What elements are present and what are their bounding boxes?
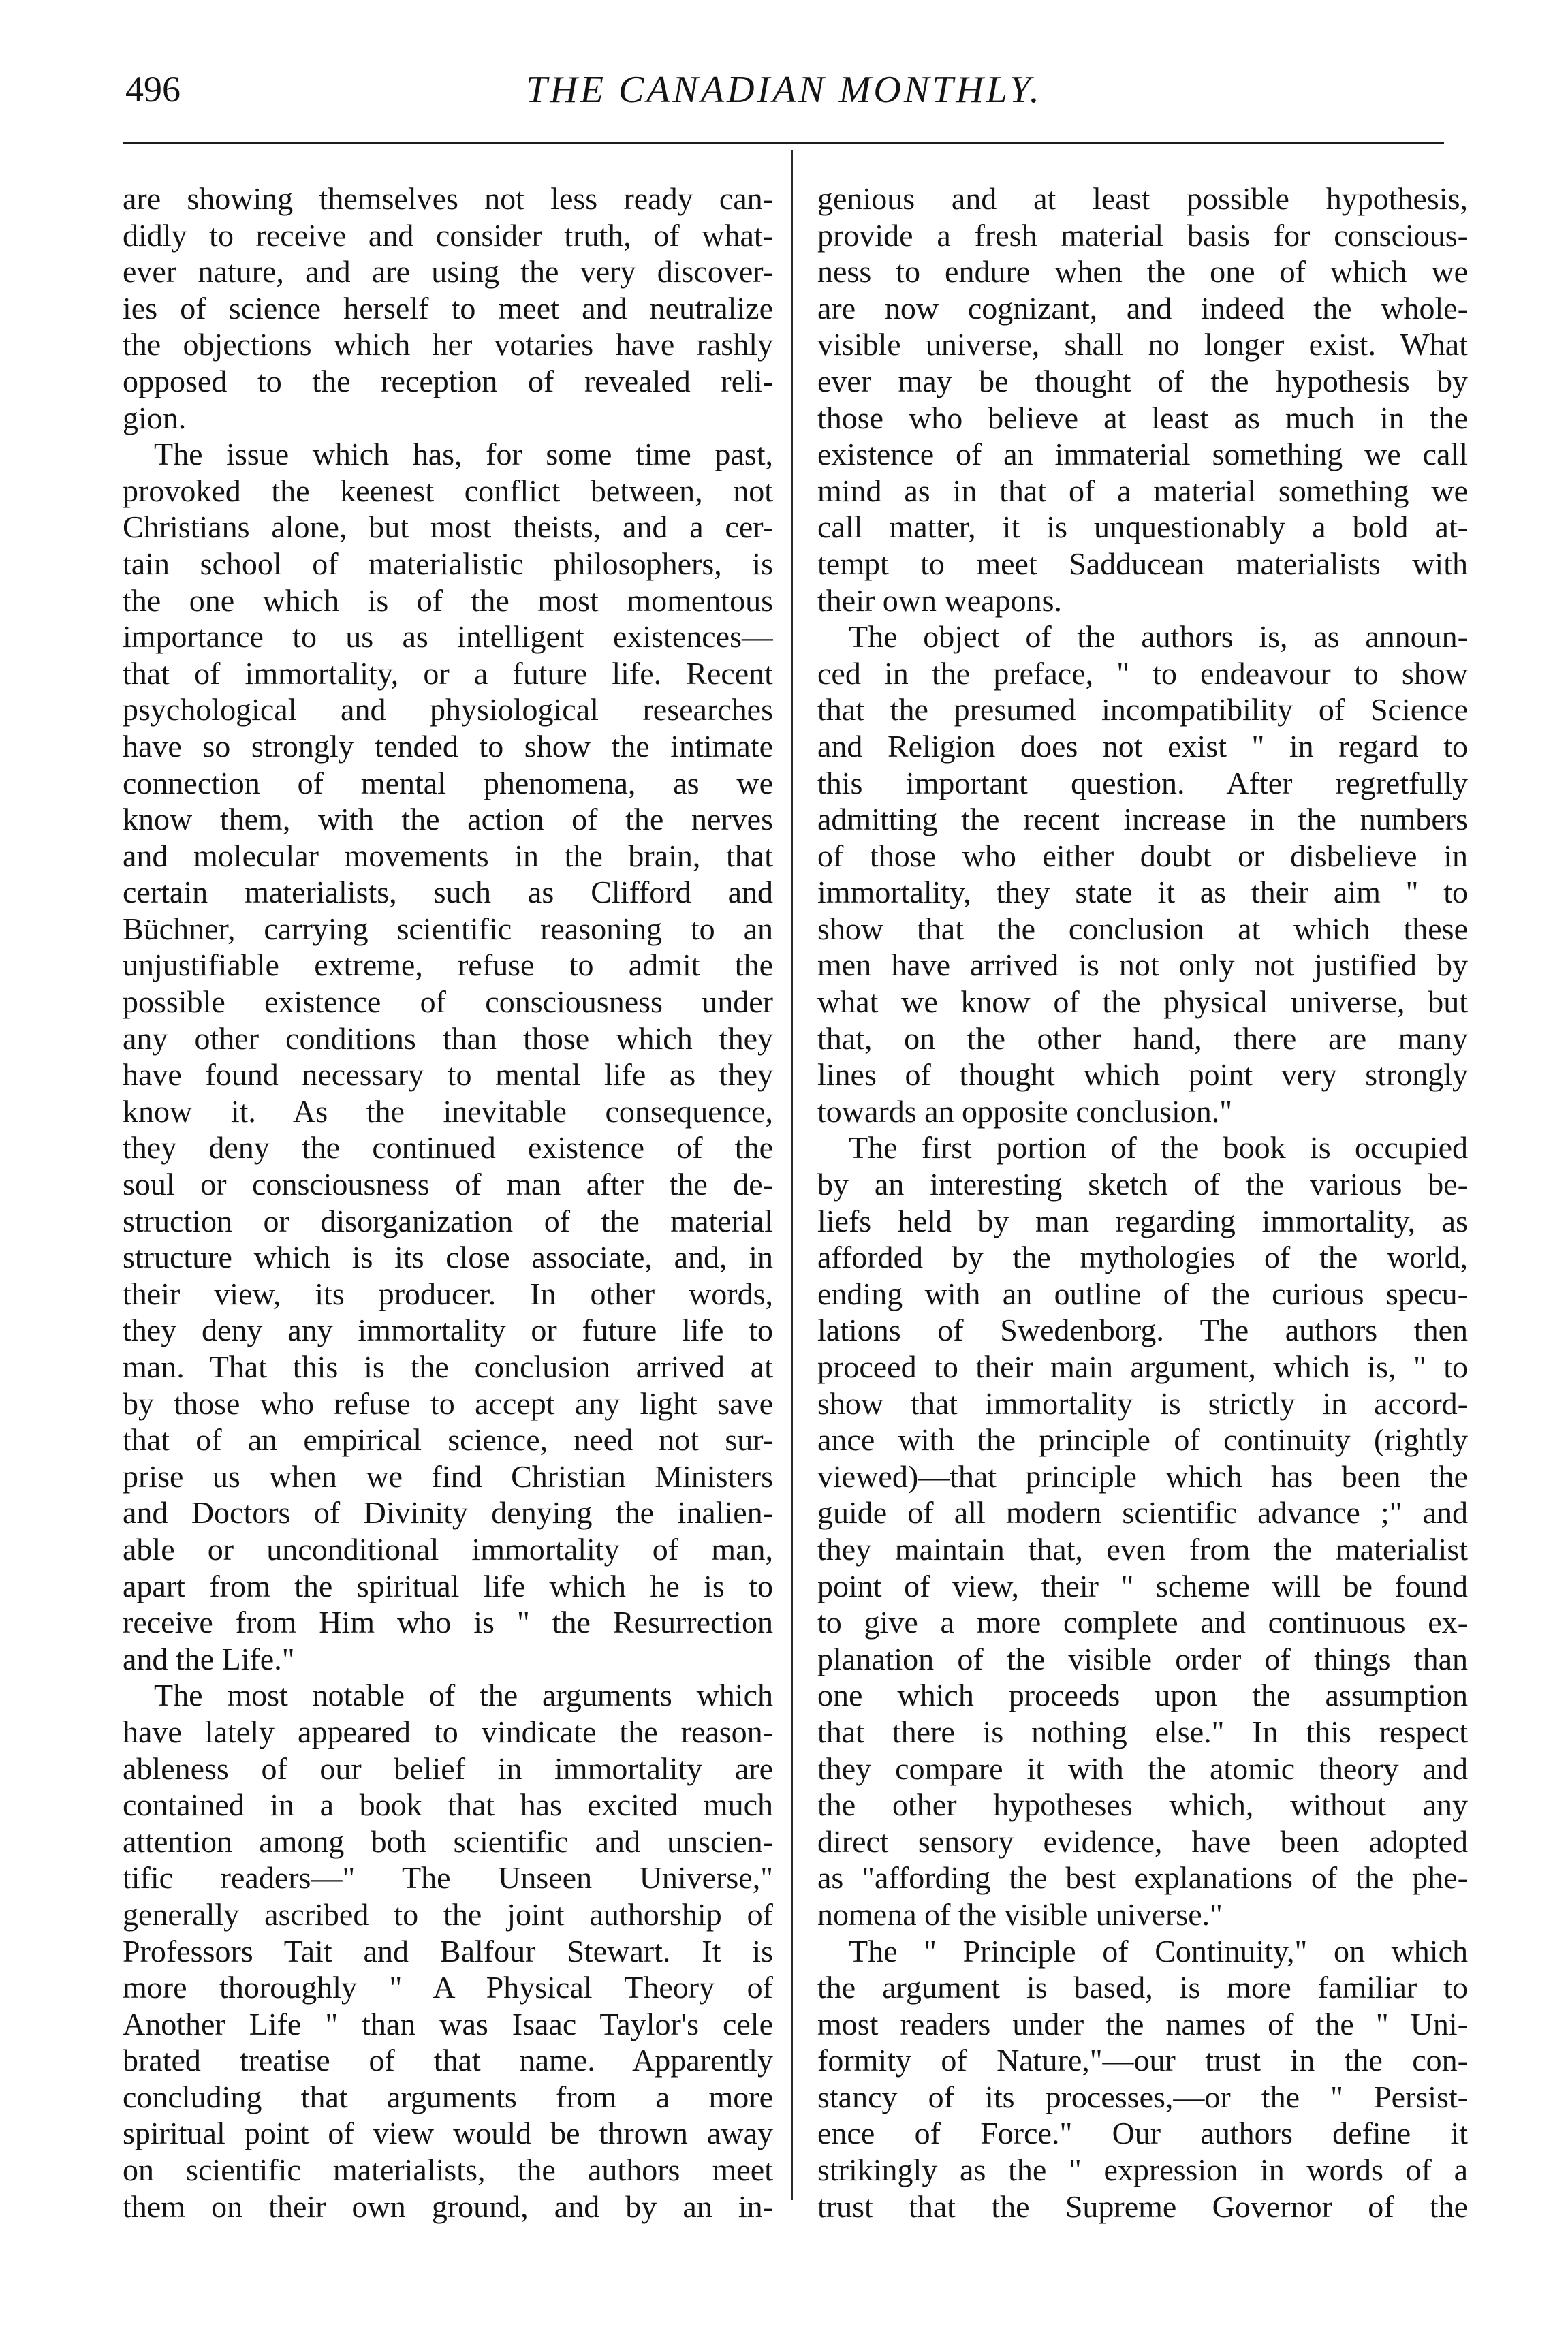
text-line: unjustifiable extreme, refuse to admit the xyxy=(123,947,773,983)
text-line: attention among both scientific and unscien- xyxy=(123,1823,773,1859)
text-line: have so strongly tended to show the intimate xyxy=(123,728,773,764)
text-line: that the presumed incompatibility of Science xyxy=(817,692,1468,727)
text-line: structure which is its close associate, and, in xyxy=(123,1240,773,1275)
text-line: and Doctors of Divinity denying the inalien- xyxy=(123,1495,773,1531)
text-line: this important question. After regretfully xyxy=(817,765,1468,800)
text-line: The object of the authors is, as announ- xyxy=(849,619,1468,655)
text-line: importance to us as intelligent existences— xyxy=(123,619,773,655)
text-line: and molecular movements in the brain, that xyxy=(123,838,773,873)
text-line: they deny the continued existence of the xyxy=(123,1130,773,1165)
text-line: of those who either doubt or disbelieve in xyxy=(817,838,1468,873)
text-line: concluding that arguments from a more xyxy=(123,2079,773,2114)
text-line: they deny any immortality or future life to xyxy=(123,1313,773,1348)
text-line: most readers under the names of the " Uni- xyxy=(817,2006,1468,2041)
running-title: THE CANADIAN MONTHLY. xyxy=(526,69,1042,111)
text-line: point of view, their " scheme will be found xyxy=(817,1568,1468,1603)
text-line: know them, with the action of the nerves xyxy=(123,802,773,837)
text-line: connection of mental phenomena, as we xyxy=(123,765,773,800)
text-line: ies of science herself to meet and neutralize xyxy=(123,290,773,326)
text-line: tific readers—" The Unseen Universe," xyxy=(123,1860,773,1896)
text-line: generally ascribed to the joint authorship of xyxy=(123,1896,773,1932)
text-line: and the Life." xyxy=(123,1641,295,1676)
text-line: strikingly as the " expression in words of a xyxy=(817,2152,1468,2188)
text-line: on scientific materialists, the authors meet xyxy=(123,2152,773,2188)
text-line: The first portion of the book is occupied xyxy=(849,1130,1468,1165)
text-line: that there is nothing else." In this respect xyxy=(817,1714,1468,1749)
text-line: the argument is based, is more familiar to xyxy=(817,1970,1468,2005)
text-line: psychological and physiological researches xyxy=(123,692,773,727)
text-line: nomena of the visible universe." xyxy=(817,1896,1223,1932)
text-line: provoked the keenest conflict between, not xyxy=(123,473,773,508)
text-line: lines of thought which point very strongly xyxy=(817,1057,1468,1093)
text-line: able or unconditional immortality of man, xyxy=(123,1531,773,1567)
left-column xyxy=(123,181,773,2225)
text-line: show that immortality is strictly in accord- xyxy=(817,1385,1468,1421)
text-line: Another Life " than was Isaac Taylor's cele xyxy=(123,2006,773,2041)
text-line: brated treatise of that name. Apparently xyxy=(123,2043,773,2078)
text-line: them on their own ground, and by an in- xyxy=(123,2189,773,2224)
text-line: The most notable of the arguments which xyxy=(154,1678,773,1713)
text-line: as "affording the best explanations of the phe- xyxy=(817,1860,1468,1896)
text-line: visible universe, shall no longer exist. What xyxy=(817,327,1468,362)
text-line: lations of Swedenborg. The authors then xyxy=(817,1313,1468,1348)
text-line: possible existence of consciousness under xyxy=(123,984,773,1020)
text-line: planation of the visible order of things than xyxy=(817,1641,1468,1676)
text-line: by an interesting sketch of the various be- xyxy=(817,1167,1468,1202)
text-line: ableness of our belief in immortality are xyxy=(123,1751,773,1786)
text-line: admitting the recent increase in the numbers xyxy=(817,802,1468,837)
text-line: Christians alone, but most theists, and a cer- xyxy=(123,510,773,545)
text-line: certain materialists, such as Clifford and xyxy=(123,875,773,910)
text-line: what we know of the physical universe, but xyxy=(817,984,1468,1020)
text-line: opposed to the reception of revealed reli- xyxy=(123,363,773,398)
text-line: soul or consciousness of man after the de- xyxy=(123,1167,773,1202)
text-line: ced in the preface, " to endeavour to show xyxy=(817,655,1468,691)
text-line: guide of all modern scientific advance ;" and xyxy=(817,1495,1468,1531)
header-rule xyxy=(123,142,1444,144)
text-line: the one which is of the most momentous xyxy=(123,582,773,618)
text-line: contained in a book that has excited much xyxy=(123,1787,773,1823)
text-line: that of an empirical science, need not sur- xyxy=(123,1422,773,1458)
text-line: afforded by the mythologies of the world, xyxy=(817,1240,1468,1275)
text-line: spiritual point of view would be thrown away xyxy=(123,2116,773,2151)
text-line: to give a more complete and continuous ex- xyxy=(817,1605,1468,1640)
text-line: Büchner, carrying scientific reasoning to an xyxy=(123,911,773,946)
text-line: that of immortality, or a future life. Recent xyxy=(123,655,773,691)
text-line: that, on the other hand, there are many xyxy=(817,1020,1468,1056)
text-line: ness to endure when the one of which we xyxy=(817,254,1468,289)
text-line: mind as in that of a material something we xyxy=(817,473,1468,508)
right-column xyxy=(817,181,1468,2225)
text-line: show that the conclusion at which these xyxy=(817,911,1468,946)
text-line: gion. xyxy=(123,400,187,435)
text-line: have lately appeared to vindicate the reason- xyxy=(123,1714,773,1749)
text-line: tain school of materialistic philosophers, is xyxy=(123,546,773,581)
text-line: ending with an outline of the curious specu- xyxy=(817,1276,1468,1311)
text-line: stancy of its processes,—or the " Persist- xyxy=(817,2079,1468,2114)
text-line: tempt to meet Sadducean materialists with xyxy=(817,546,1468,581)
text-line: they compare it with the atomic theory and xyxy=(817,1751,1468,1786)
text-line: one which proceeds upon the assumption xyxy=(817,1678,1468,1713)
text-line: genious and at least possible hypothesis, xyxy=(817,181,1468,216)
text-line: more thoroughly " A Physical Theory of xyxy=(123,1970,773,2005)
text-line: ance with the principle of continuity (rightly xyxy=(817,1422,1468,1458)
text-line: the other hypotheses which, without any xyxy=(817,1787,1468,1823)
text-line: The issue which has, for some time past, xyxy=(154,437,773,472)
text-line: viewed)—that principle which has been the xyxy=(817,1458,1468,1494)
page-number: 496 xyxy=(125,69,181,110)
text-line: are now cognizant, and indeed the whole- xyxy=(817,290,1468,326)
text-line: prise us when we find Christian Ministers xyxy=(123,1458,773,1494)
text-line: ever nature, and are using the very discover- xyxy=(123,254,773,289)
text-line: existence of an immaterial something we call xyxy=(817,437,1468,472)
text-line: men have arrived is not only not justified by xyxy=(817,947,1468,983)
text-line: apart from the spiritual life which he is to xyxy=(123,1568,773,1603)
text-line: didly to receive and consider truth, of what- xyxy=(123,217,773,253)
text-line: proceed to their main argument, which is, " to xyxy=(817,1349,1468,1384)
text-line: their view, its producer. In other words, xyxy=(123,1276,773,1311)
text-line: they maintain that, even from the materialist xyxy=(817,1531,1468,1567)
text-line: call matter, it is unquestionably a bold at- xyxy=(817,510,1468,545)
text-line: those who believe at least as much in the xyxy=(817,400,1468,435)
text-line: struction or disorganization of the material xyxy=(123,1203,773,1238)
text-line: any other conditions than those which they xyxy=(123,1020,773,1056)
text-line: by those who refuse to accept any light save xyxy=(123,1385,773,1421)
text-line: receive from Him who is " the Resurrection xyxy=(123,1605,773,1640)
text-line: towards an opposite conclusion." xyxy=(817,1093,1233,1129)
text-line: man. That this is the conclusion arrived at xyxy=(123,1349,773,1384)
text-line: have found necessary to mental life as they xyxy=(123,1057,773,1093)
text-line: their own weapons. xyxy=(817,582,1062,618)
text-line: ever may be thought of the hypothesis by xyxy=(817,363,1468,398)
text-line: direct sensory evidence, have been adopted xyxy=(817,1823,1468,1859)
text-line: formity of Nature,"—our trust in the con- xyxy=(817,2043,1468,2078)
text-line: immortality, they state it as their aim " to xyxy=(817,875,1468,910)
text-line: ence of Force." Our authors define it xyxy=(817,2116,1468,2151)
text-line: know it. As the inevitable consequence, xyxy=(123,1093,773,1129)
text-line: are showing themselves not less ready can- xyxy=(123,181,773,216)
text-line: The " Principle of Continuity," on which xyxy=(849,1933,1468,1969)
column-divider xyxy=(791,150,793,2200)
text-line: and Religion does not exist " in regard to xyxy=(817,728,1468,764)
text-line: Professors Tait and Balfour Stewart. It is xyxy=(123,1933,773,1969)
text-line: liefs held by man regarding immortality, as xyxy=(817,1203,1468,1238)
text-line: provide a fresh material basis for conscious- xyxy=(817,217,1468,253)
text-line: trust that the Supreme Governor of the xyxy=(817,2189,1468,2224)
text-line: the objections which her votaries have rashly xyxy=(123,327,773,362)
